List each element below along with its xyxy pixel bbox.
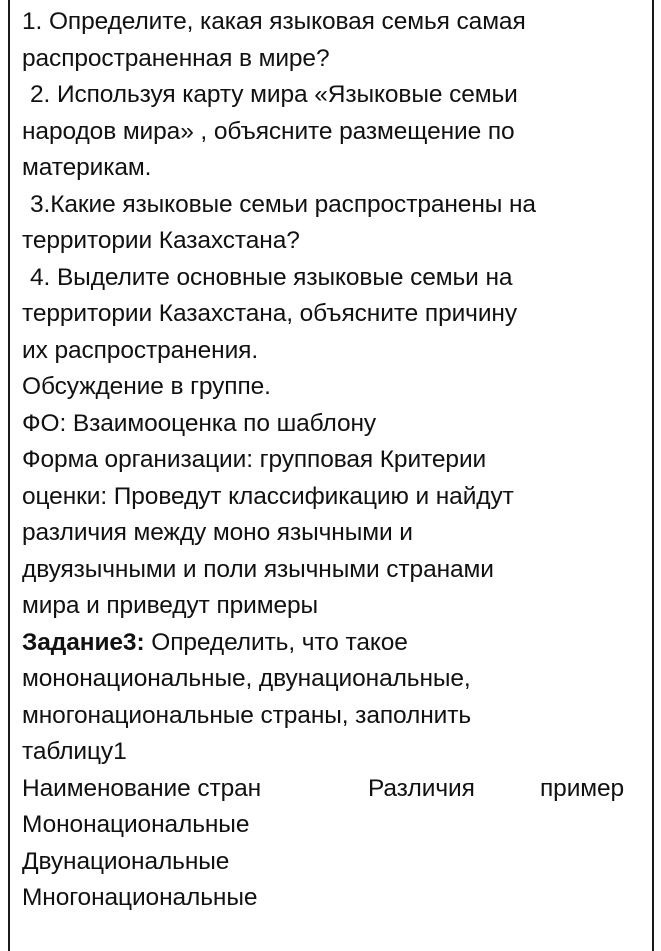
question-4-line-1: 4. Выделите основные языковые семьи на [30, 263, 513, 291]
question-2-line-3: материкам. [22, 154, 152, 181]
document-page [8, 0, 654, 951]
document-text [22, 4, 646, 917]
question-3-line-1: 3.Какие языковые семьи распространены на [30, 190, 536, 218]
task-3-label: Задание3: [22, 628, 145, 656]
table-row-binational: Двунациональные [22, 847, 230, 875]
question-4-line-2: территории Казахстана, объясните причину [22, 300, 518, 327]
table-header-differences: Различия [368, 774, 475, 802]
criteria-line-2: оценки: Проведут классификацию и найдут [22, 482, 514, 510]
criteria-line-1: Форма организации: групповая Критерии [22, 446, 487, 473]
task-3-line-1 [22, 625, 646, 662]
criteria-line-5: мира и приведут примеры [22, 592, 319, 619]
question-4-line-3: их распространения. [22, 336, 259, 364]
assessment-line: ФО: Взаимооценка по шаблону [22, 409, 377, 437]
task-3-line-2: мононациональные, двунациональные, [22, 665, 471, 692]
criteria-line-4: двуязычными и поли язычными странами [22, 555, 494, 583]
table-header-countries: Наименование стран [22, 774, 262, 802]
question-2-line-2: народов мира» , объясните размещение по [22, 117, 515, 145]
criteria-line-3: различия между моно язычными и [22, 519, 413, 546]
task-3-line-4: таблицу1 [22, 738, 127, 765]
question-3-line-2: территории Казахстана? [22, 227, 300, 254]
question-2-line-1: 2. Используя карту мира «Языковые семьи [30, 81, 518, 108]
table-row-mononational: Мононациональные [22, 811, 250, 838]
table-row-multinational: Многонациональные [22, 884, 258, 911]
question-1-line-1: 1. Определите, какая языковая семья самая [22, 8, 526, 35]
group-discussion: Обсуждение в группе. [22, 373, 271, 400]
question-1-line-2: распространенная в мире? [22, 44, 330, 72]
table-header-row [22, 771, 646, 808]
task-3-line-3: многонациональные страны, заполнить [22, 701, 471, 729]
task-3-line-1-text: Определить, что такое [144, 628, 408, 656]
table-header-example: пример [540, 774, 625, 802]
